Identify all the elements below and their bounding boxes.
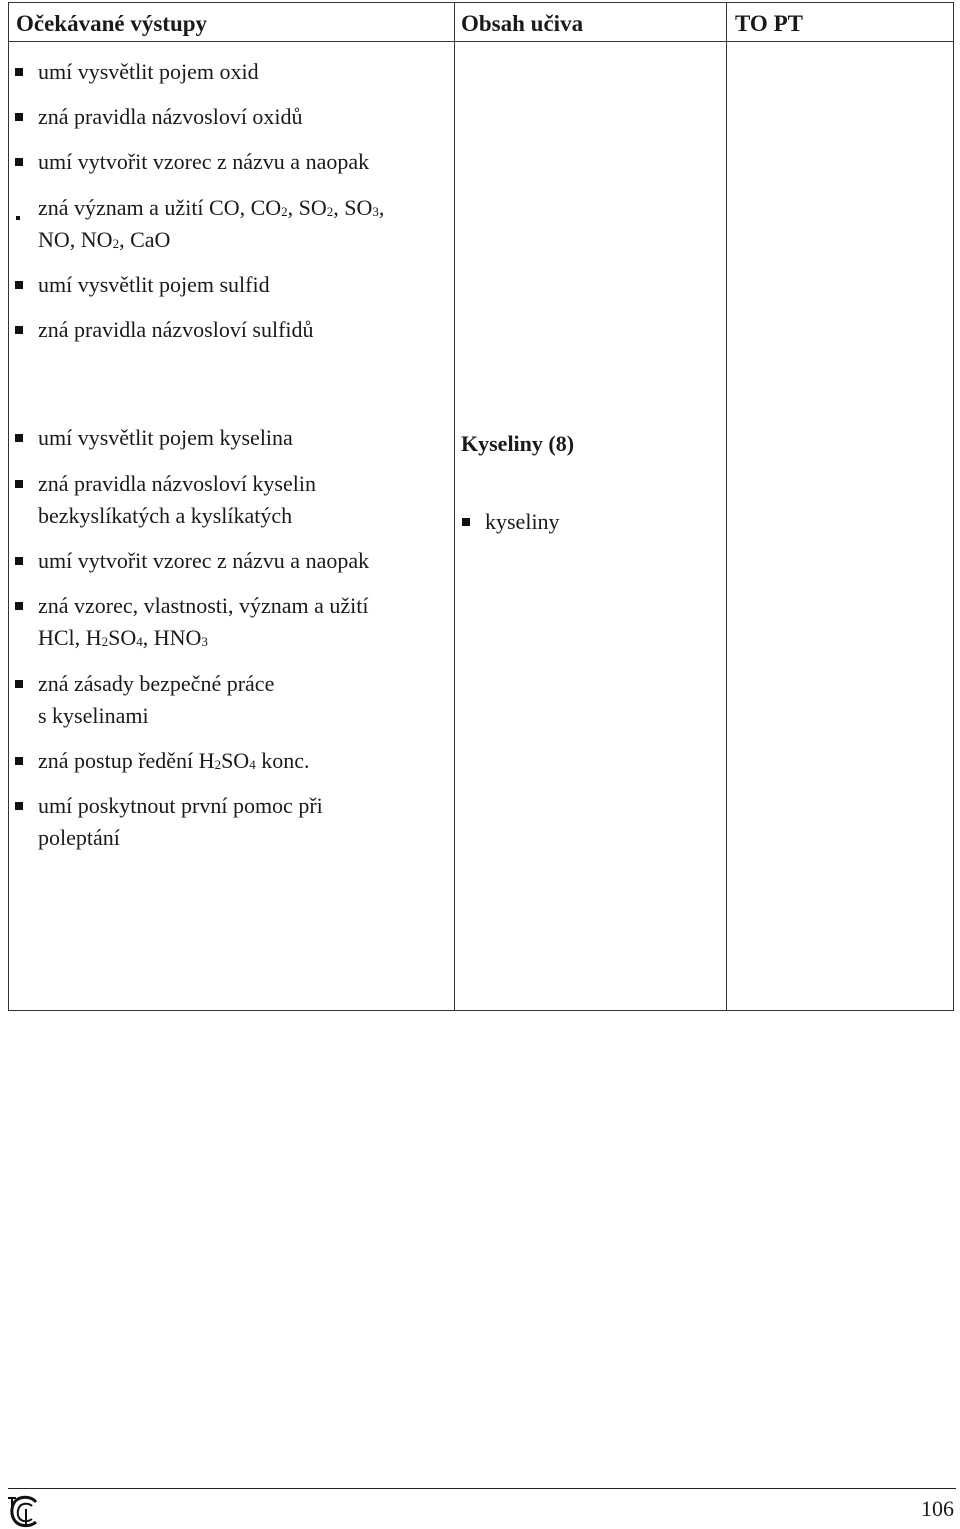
list-item xyxy=(38,101,303,133)
formula: HCl, xyxy=(38,625,81,650)
list-item xyxy=(38,422,293,454)
list-item xyxy=(38,590,369,654)
bullet-icon xyxy=(462,518,470,526)
list-item xyxy=(38,668,274,732)
list-item-text: umí vysvětlit pojem sulfid xyxy=(38,272,270,297)
list-item xyxy=(38,269,270,301)
list-item xyxy=(38,745,309,777)
formula: $H_2SO_4$, xyxy=(85,625,149,650)
formula: $SO_2$, xyxy=(298,195,339,220)
list-item xyxy=(38,192,384,256)
list-item-text: zná postup ředění xyxy=(38,748,194,773)
list-item-text: umí vysvětlit pojem kyselina xyxy=(38,425,293,450)
footer-divider xyxy=(8,1488,956,1489)
bullet-icon xyxy=(15,113,23,121)
list-item-text: zná význam a užití xyxy=(38,195,204,220)
column-divider-1 xyxy=(454,3,455,1010)
content-item xyxy=(485,506,560,538)
bullet-icon xyxy=(15,158,23,166)
list-item-text: poleptání xyxy=(38,825,120,850)
header-divider xyxy=(9,41,953,42)
bullet-icon xyxy=(15,434,23,442)
formula: $SO_3$, xyxy=(344,195,385,220)
list-item xyxy=(38,468,316,532)
school-logo-icon xyxy=(6,1494,42,1528)
bullet-icon xyxy=(15,281,23,289)
formula: CO, xyxy=(209,195,246,220)
bullet-icon xyxy=(15,680,23,688)
list-item-text: konc. xyxy=(261,748,310,773)
formula: CaO xyxy=(130,227,171,252)
list-item-text: umí poskytnout první pomoc při xyxy=(38,793,323,818)
bullet-icon xyxy=(15,802,23,810)
formula: $H_2SO_4$ xyxy=(198,748,256,773)
formula: NO, xyxy=(38,227,76,252)
header-to-pt: TO PT xyxy=(735,11,803,36)
list-item-text: bezkyslíkatých a kyslíkatých xyxy=(38,503,293,528)
list-item-text: s kyselinami xyxy=(38,703,149,728)
list-item-text: zná pravidla názvosloví kyselin xyxy=(38,471,316,496)
list-item xyxy=(38,790,323,854)
bullet-icon xyxy=(15,68,23,76)
bullet-icon xyxy=(15,480,23,488)
list-item xyxy=(38,314,314,346)
formula: $NO_2$, xyxy=(80,227,125,252)
bullet-icon xyxy=(15,557,23,565)
list-item-text: zná zásady bezpečné práce xyxy=(38,671,275,696)
header-expected-outputs: Očekávané výstupy xyxy=(16,11,208,36)
bullet-icon xyxy=(16,216,20,220)
page-number: 106 xyxy=(921,1496,954,1521)
list-item-text: umí vytvořit vzorec z názvu a naopak xyxy=(38,548,370,573)
list-item-text: zná vzorec, vlastnosti, význam a užití xyxy=(38,593,369,618)
bullet-icon xyxy=(15,326,23,334)
list-item xyxy=(38,56,259,88)
content-title: Kyseliny (8) xyxy=(461,431,575,456)
list-item-text: zná pravidla názvosloví oxidů xyxy=(38,104,303,129)
list-item-text: umí vytvořit vzorec z názvu a naopak xyxy=(38,149,370,174)
header-content: Obsah učiva xyxy=(461,11,584,36)
bullet-icon xyxy=(15,757,23,765)
list-item xyxy=(38,146,369,178)
list-item-text: umí vysvětlit pojem oxid xyxy=(38,59,259,84)
list-item xyxy=(38,545,369,577)
column-divider-2 xyxy=(726,3,727,1010)
formula: $HNO_3$ xyxy=(153,625,208,650)
list-item-text: zná pravidla názvosloví sulfidů xyxy=(38,317,314,342)
formula: $CO_2$, xyxy=(250,195,294,220)
bullet-icon xyxy=(15,602,23,610)
content-item-text: kyseliny xyxy=(485,509,560,534)
